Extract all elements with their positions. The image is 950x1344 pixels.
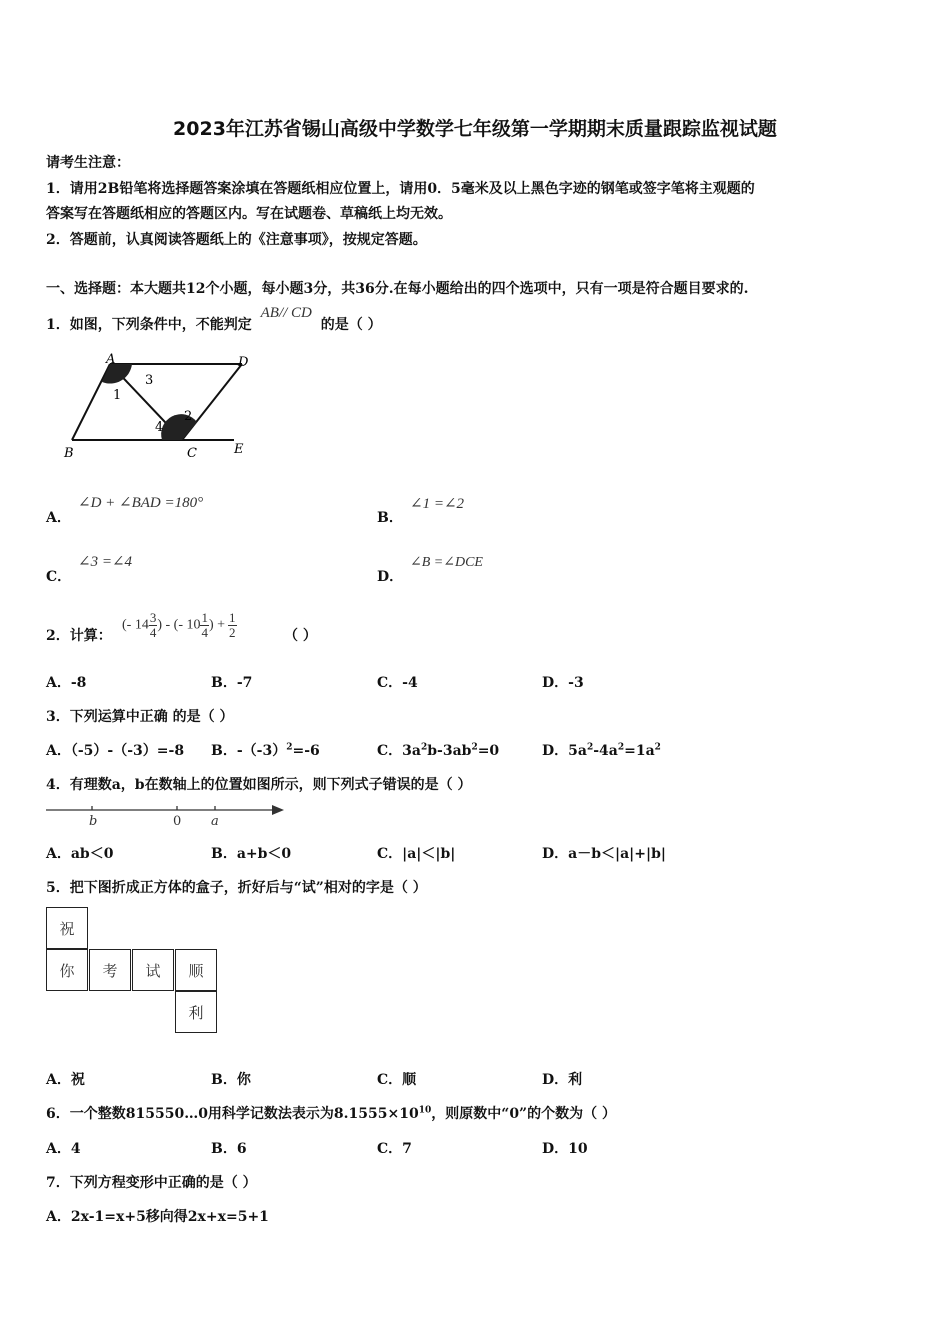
expr-part-3: ) + — [208, 617, 226, 633]
question-1-option-b-letter[interactable]: B． — [377, 510, 403, 526]
question-1-option-c-math: ∠3 =∠4 — [78, 554, 133, 570]
question-3-option-c[interactable] — [377, 740, 499, 760]
question-6-option-c[interactable]: C．7 — [377, 1141, 412, 1157]
fraction-denominator: 4 — [201, 625, 208, 640]
notice-item-1-line-1: 1．请用2B铅笔将选择题答案涂填在答题纸相应位置上，请用0．5毫米及以上黑色字迹的钢笔或签字笔将主观题的 — [46, 181, 755, 197]
notice-item-1-line-2: 答案写在答题纸相应的答题区内。写在试题卷、草稿纸上均无效。 — [46, 206, 452, 222]
question-5-option-c[interactable]: C．顺 — [377, 1072, 417, 1088]
question-4-option-a[interactable]: A．ab＜0 — [46, 846, 114, 862]
net-cell: 考 — [89, 949, 131, 991]
label-angle-1: 1 — [113, 388, 122, 403]
label-angle-4: 4 — [155, 420, 164, 435]
question-1-option-a-math: ∠D + ∠BAD =180° — [78, 495, 204, 511]
question-1-figure — [62, 352, 262, 464]
expr-part-2: ) - (- 10 — [157, 617, 201, 633]
fraction-1-4 — [200, 611, 209, 640]
fraction-numerator: 1 — [201, 610, 208, 625]
question-2-option-b[interactable]: B．-7 — [211, 675, 253, 691]
fraction-numerator: 3 — [149, 610, 157, 625]
fraction-numerator: 1 — [229, 610, 236, 625]
question-2-option-d[interactable]: D．-3 — [542, 675, 584, 691]
notice-item-2: 2．答题前，认真阅读答题纸上的《注意事项》，按规定答题。 — [46, 232, 427, 248]
label-angle-2: 2 — [184, 409, 193, 424]
cube-net — [46, 907, 218, 1035]
label-d: D — [238, 355, 249, 370]
fraction-denominator: 2 — [229, 625, 236, 640]
option-d-sup-2: 2 — [617, 742, 625, 753]
question-2-option-c[interactable]: C．-4 — [377, 675, 418, 691]
option-b-pre: B．-（-3） — [211, 743, 287, 759]
expr-part-1: (- 14 — [122, 617, 149, 633]
question-6-stem — [46, 1103, 616, 1123]
option-b-post: =-6 — [292, 743, 320, 759]
fraction-1-2 — [228, 611, 237, 640]
question-7-option-a[interactable]: A．2x-1=x+5移向得2x+x=5+1 — [46, 1209, 269, 1225]
axis-label-a: a — [211, 814, 219, 829]
axis-label-zero: 0 — [173, 814, 182, 829]
net-cell: 利 — [175, 991, 217, 1033]
question-5-option-b[interactable]: B．你 — [211, 1072, 251, 1088]
question-1-option-c-letter[interactable]: C． — [46, 569, 72, 585]
option-d-mid: -4a — [593, 743, 618, 759]
question-4-stem: 4．有理数a，b在数轴上的位置如图所示，则下列式子错误的是（ ） — [46, 777, 472, 793]
question-6-stem-pre: 6．一个整数815550…0用科学记数法表示为8.1555×10 — [46, 1106, 419, 1122]
option-c-sup-1: 2 — [420, 742, 428, 753]
question-6-option-d[interactable]: D．10 — [542, 1141, 588, 1157]
option-d-post: =1a — [624, 743, 655, 759]
question-2-stem-post: （ ） — [284, 628, 317, 644]
question-5-option-a[interactable]: A．祝 — [46, 1072, 85, 1088]
question-1-option-d-letter[interactable]: D． — [377, 569, 404, 585]
option-c-post: =0 — [477, 743, 500, 759]
question-1-option-b-math: ∠1 =∠2 — [410, 496, 465, 512]
question-1-option-a-letter[interactable]: A． — [46, 510, 71, 526]
question-7-stem: 7．下列方程变形中正确的是（ ） — [46, 1175, 257, 1191]
question-4-option-d[interactable]: D．a－b＜|a|+|b| — [542, 846, 666, 862]
label-a: A — [106, 352, 116, 367]
option-d-pre: D．5a — [542, 743, 587, 759]
option-d-sup-3: 2 — [654, 742, 661, 753]
question-3-stem: 3．下列运算中正确 的是（ ） — [46, 709, 234, 725]
question-2-expression — [122, 611, 237, 640]
question-5-stem: 5．把下图折成正方体的盒子，折好后与“试”相对的字是（ ） — [46, 880, 427, 896]
net-cell: 你 — [46, 949, 88, 991]
question-3-option-d[interactable] — [542, 740, 661, 760]
question-5-option-d[interactable]: D．利 — [542, 1072, 583, 1088]
number-line — [44, 800, 289, 830]
option-b-sup: 2 — [286, 742, 293, 753]
question-1-stem-post: 的是（ ） — [320, 317, 382, 333]
question-6-option-b[interactable]: B．6 — [211, 1141, 247, 1157]
question-6-option-a[interactable]: A．4 — [46, 1141, 81, 1157]
question-1-option-d-math: ∠B =∠DCE — [410, 555, 483, 570]
option-c-pre: C．3a — [377, 743, 421, 759]
option-d-sup-1: 2 — [586, 742, 594, 753]
label-angle-3: 3 — [145, 373, 154, 388]
notice-heading: 请考生注意： — [46, 155, 130, 171]
question-4-option-b[interactable]: B．a+b＜0 — [211, 846, 292, 862]
fraction-denominator: 4 — [149, 625, 157, 640]
question-2-stem-pre: 2．计算： — [46, 628, 112, 644]
question-3-option-a[interactable]: A．（-5）-（-3）=-8 — [46, 743, 185, 759]
axis-label-b: b — [89, 814, 98, 829]
option-c-mid: b-3ab — [427, 743, 472, 759]
net-cell: 顺 — [175, 949, 217, 991]
option-c-sup-2: 2 — [471, 742, 478, 753]
section-heading: 一、选择题：本大题共12个小题，每小题3分，共36分.在每小题给出的四个选项中，只有一项是符合题目要求的. — [46, 281, 749, 297]
question-3-option-b[interactable] — [211, 740, 320, 760]
page-title: 2023年江苏省锡山高级中学数学七年级第一学期期末质量跟踪监视试题 — [173, 118, 777, 140]
question-1-stem — [46, 305, 382, 334]
question-2-option-a[interactable]: A．-8 — [46, 675, 87, 691]
question-4-option-c[interactable]: C．|a|＜|b| — [377, 846, 456, 862]
axis-arrow-icon — [272, 805, 284, 815]
line-ab — [72, 364, 110, 440]
label-c: C — [187, 446, 197, 461]
question-1-stem-math: AB// CD — [260, 305, 312, 321]
net-cell: 试 — [132, 949, 174, 991]
net-cell: 祝 — [46, 907, 88, 949]
label-b: B — [64, 446, 74, 461]
label-e: E — [234, 442, 244, 457]
question-6-stem-post: ，则原数中“0”的个数为（ ） — [431, 1106, 616, 1122]
question-1-stem-pre: 1．如图，下列条件中，不能判定 — [46, 317, 252, 333]
question-6-stem-sup: 10 — [418, 1105, 432, 1116]
